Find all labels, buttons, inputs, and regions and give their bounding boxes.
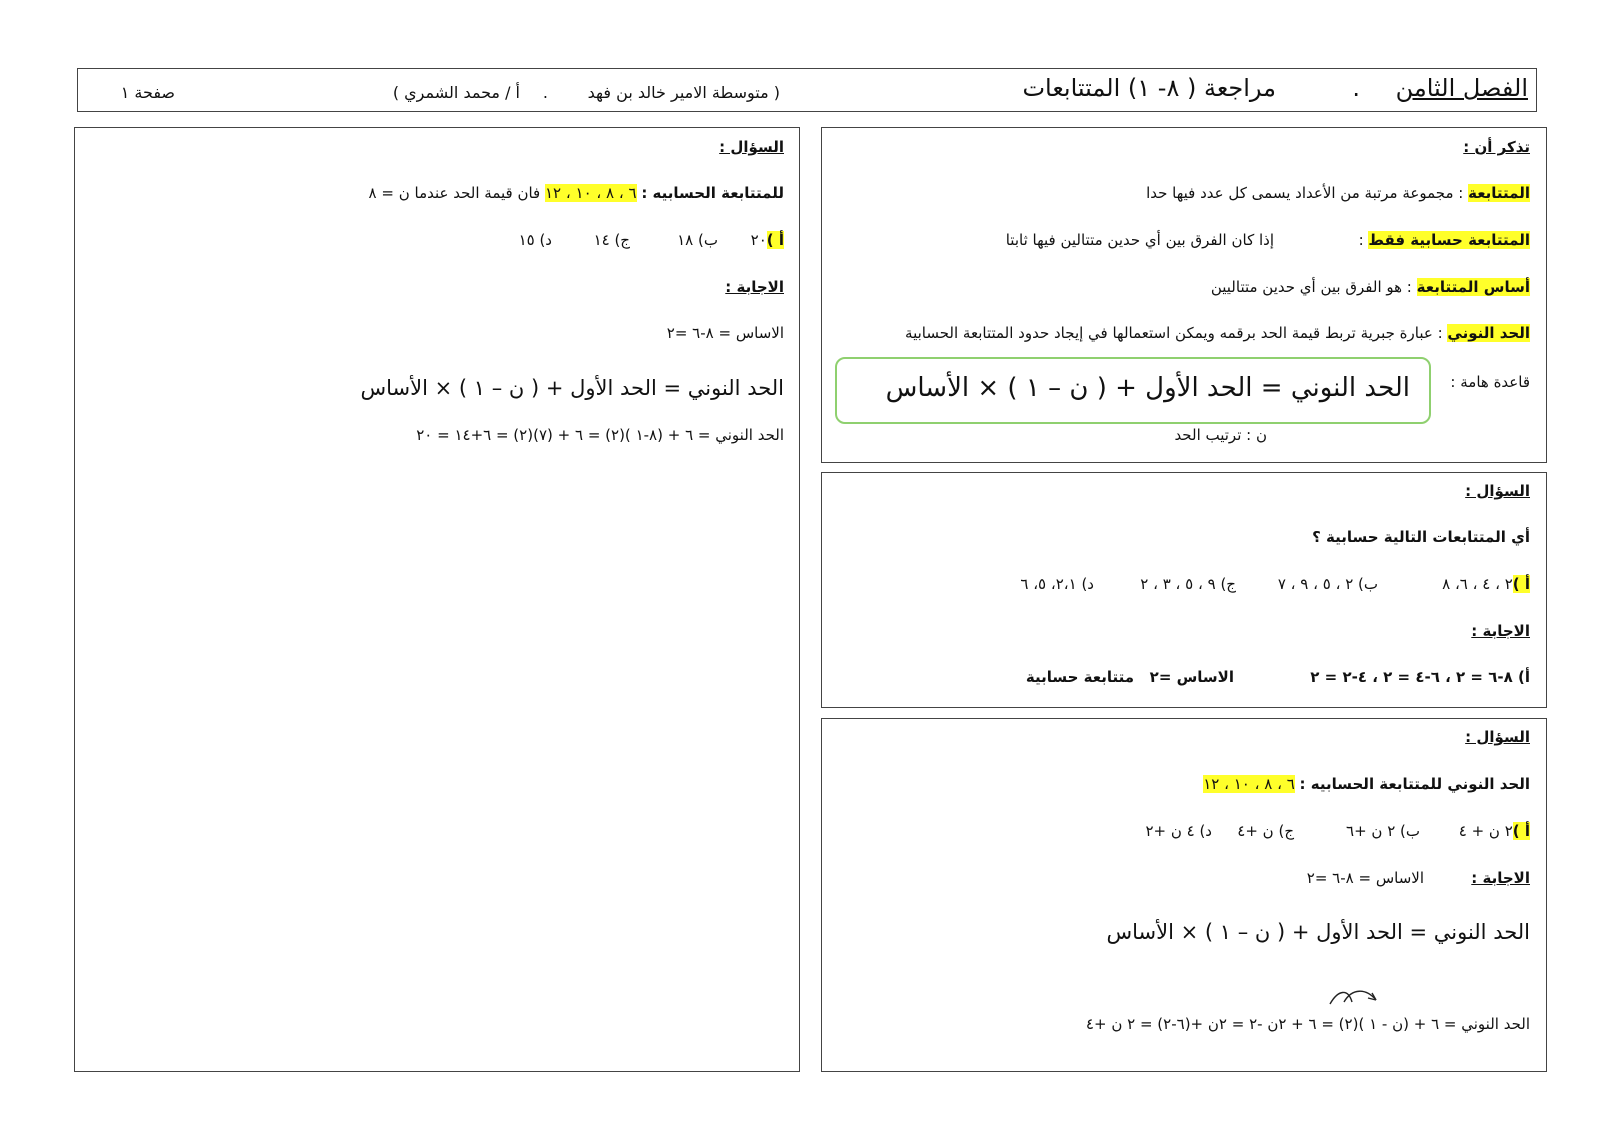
q3-choice-b: ب) ٢ ن +٦ [1346, 822, 1420, 840]
q1-formula: الحد النوني = الحد الأول + ( ن – ١ ) × الأساس [360, 376, 784, 400]
q3-choice-c: ج) ن +٤ [1237, 822, 1294, 840]
n-note: ن : ترتيب الحد [1174, 426, 1267, 444]
term-arithmetic: المتتابعة حسابية فقط [1368, 231, 1530, 249]
teacher-name: أ / محمد الشمري ) [392, 83, 520, 102]
header-dot-2: . [542, 83, 548, 102]
q3-answer-base: الاساس = ٨-٦ =٢ [1306, 869, 1424, 887]
q3-answer-title: الاجابة : [1471, 869, 1530, 887]
page-number: صفحة ١ [120, 83, 175, 102]
q1-question-row [369, 184, 784, 202]
q3-choice-a: ٢ ن + ٤ [1458, 822, 1513, 840]
q3-final: الحد النوني = ٦ + (ن - ١ )(٢) = ٦ + ٢ن -٢ = ٢ن +(٦-٢) = ٢ ن +٤ [1085, 1015, 1530, 1033]
definition-sequence [1146, 184, 1530, 202]
arith-colon: : [1358, 231, 1364, 249]
q2-choice-d: د) ٢،١، ٥، ٦ [1020, 575, 1094, 593]
q1-sequence: ٦ ، ٨ ، ١٠ ، ١٢ [545, 184, 637, 202]
school-name: ( متوسطة الامير خالد بن فهد [587, 83, 780, 102]
def-nth: : عبارة جبرية تربط قيمة الحد برقمه ويمكن استعمالها في إيجاد حدود المتتابعة الحسابية [905, 324, 1443, 342]
q1-choice-c: ج) ١٤ [593, 231, 630, 249]
header-bar [77, 68, 1537, 112]
q3-formula: الحد النوني = الحد الأول + ( ن – ١ ) × الأساس [1106, 920, 1530, 944]
q1-choice-a-letter: أ ) [766, 231, 784, 249]
q2-question: أي المتتابعات التالية حسابية ؟ [1312, 528, 1530, 546]
q3-arrow-annotation [1326, 986, 1388, 1008]
def-arithmetic: إذا كان الفرق بين أي حدين متتالين فيها ثابتا [1005, 231, 1274, 249]
q1-question-tail: فان قيمة الحد عندما ن = ٨ [368, 184, 541, 202]
q3-sequence: ٦ ، ٨ ، ١٠ ، ١٢ [1203, 775, 1295, 793]
q2-choice-a: ٢ ، ٤ ، ٦، ٨ [1442, 575, 1513, 593]
definition-nth-term [905, 324, 1530, 342]
q3-choice-a-letter: أ ) [1512, 822, 1530, 840]
q2-choice-c: ج) ٩ ، ٥ ، ٣ ، ٢ [1140, 575, 1236, 593]
q1-title: السؤال : [719, 138, 784, 156]
question-1-panel [74, 127, 800, 1072]
term-sequence: المتتابعة [1468, 184, 1530, 202]
def-base: : هو الفرق بين أي حدين متتاليين [1210, 278, 1412, 296]
chapter-label: الفصل الثامن [1395, 74, 1528, 102]
header-dot: . [1352, 74, 1360, 102]
q2-answer-title: الاجابة : [1471, 622, 1530, 640]
q2-answer-result: متتابعة حسابية [1025, 668, 1134, 686]
q1-question: للمتتابعة الحسابيه : [641, 184, 784, 202]
review-title: مراجعة ( ٨- ١) المتتابعات [1022, 74, 1276, 102]
term-nth: الحد النوني [1447, 324, 1530, 342]
q2-choice-b: ب) ٢ ، ٥ ، ٩ ، ٧ [1277, 575, 1378, 593]
rule-label: قاعدة هامة : [1450, 373, 1530, 391]
q1-choice-d: د) ١٥ [518, 231, 552, 249]
q2-choice-a-letter: أ ) [1512, 575, 1530, 593]
formula-main: الحد النوني = الحد الأول + ( ن – ١ ) × الأساس [885, 373, 1410, 403]
q1-final: الحد النوني = ٦ + (٨-١ )(٢) = ٦ + (٧)(٢) = ٦+١٤ = ٢٠ [416, 426, 784, 444]
q2-title: السؤال : [1465, 482, 1530, 500]
q1-answer-base: الاساس = ٨-٦ =٢ [666, 324, 784, 342]
q2-choices [1442, 575, 1530, 593]
def-sequence: : مجموعة مرتبة من الأعداد يسمى كل عدد فيها حدا [1146, 184, 1464, 202]
remember-title: تذكر أن : [1463, 138, 1530, 156]
q1-choices [751, 231, 784, 249]
chapter-title [1396, 74, 1528, 102]
q3-question-row [1203, 775, 1530, 793]
q2-answer-base: الاساس =٢ [1149, 668, 1234, 686]
q1-choice-a: ٢٠ [750, 231, 767, 249]
definition-arithmetic [1359, 231, 1530, 249]
q3-choice-d: د) ٤ ن +٢ [1145, 822, 1212, 840]
q2-answer-line: أ) ٨-٦ = ٢ ، ٦-٤ = ٢ ، ٤-٢ = ٢ [1310, 668, 1530, 686]
q1-answer-title: الاجابة : [725, 278, 784, 296]
definition-base [1211, 278, 1530, 296]
q3-question: الحد النوني للمتتابعة الحسابيه : [1299, 775, 1530, 793]
q3-choices [1459, 822, 1530, 840]
q1-choice-b: ب) ١٨ [677, 231, 718, 249]
q3-title: السؤال : [1465, 728, 1530, 746]
term-base: أساس المتتابعة [1416, 278, 1530, 296]
